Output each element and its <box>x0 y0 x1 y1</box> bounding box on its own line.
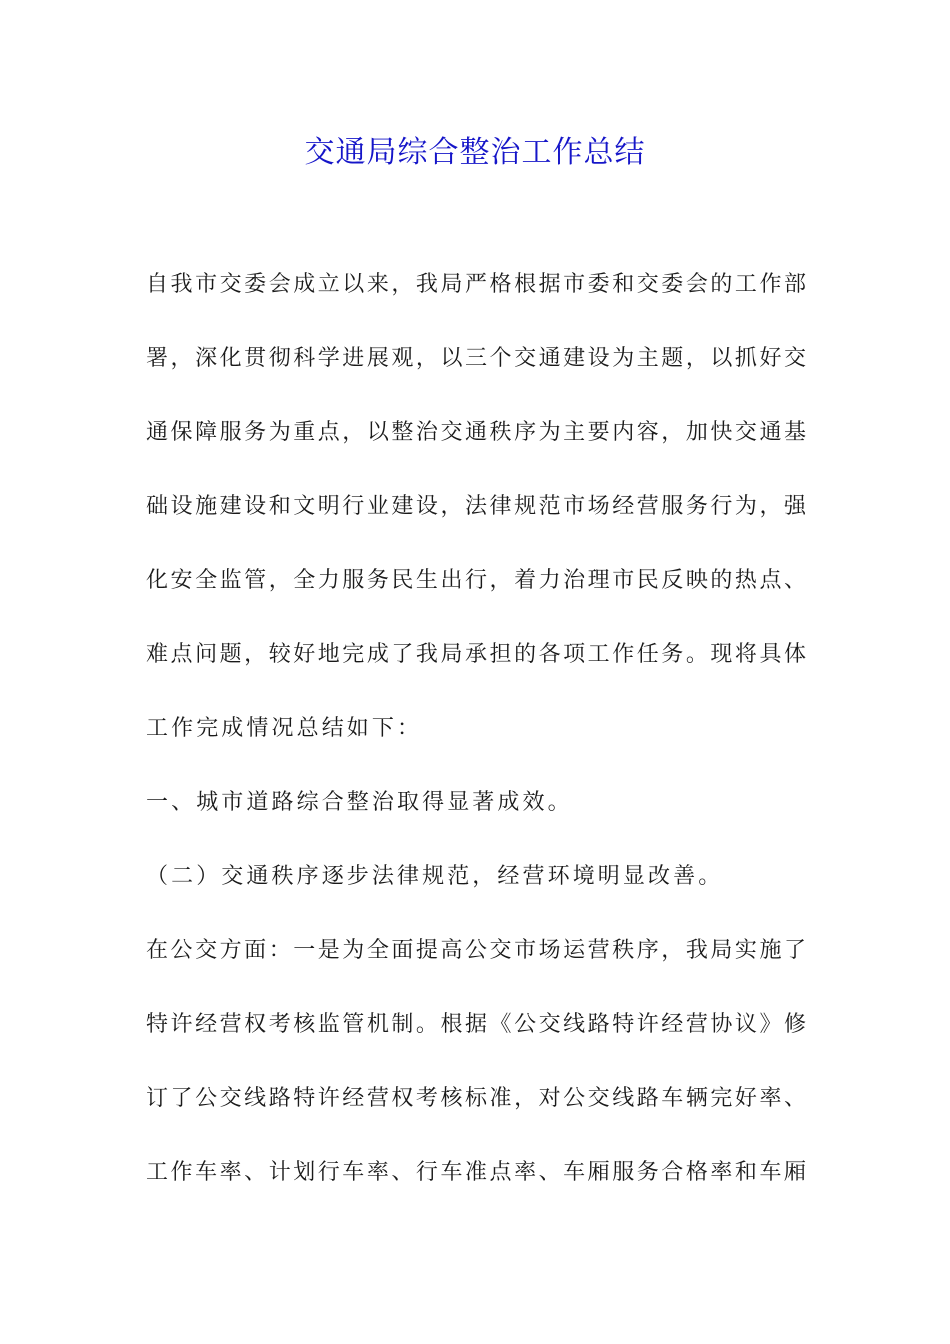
document-title: 交通局综合整治工作总结 <box>304 135 646 170</box>
body-line: 特许经营权考核监管机制。根据《公交线路特许经营协议》修 <box>146 1012 806 1037</box>
subsection-heading: （二）交通秩序逐步法律规范，经营环境明显改善。 <box>146 864 724 889</box>
body-line: 自我市交委会成立以来，我局严格根据市委和交委会的工作部 <box>146 272 806 297</box>
body-line: 工作完成情况总结如下： <box>146 716 423 741</box>
section-heading: 一、城市道路综合整治取得显著成效。 <box>146 790 573 815</box>
body-line: 署，深化贯彻科学进展观，以三个交通建设为主题，以抓好交 <box>146 346 806 371</box>
body-line: 订了公交线路特许经营权考核标准，对公交线路车辆完好率、 <box>146 1086 806 1111</box>
body-line: 在公交方面：一是为全面提高公交市场运营秩序，我局实施了 <box>146 938 806 963</box>
body-line: 工作车率、计划行车率、行车准点率、车厢服务合格率和车厢 <box>146 1160 806 1185</box>
body-line: 化安全监管，全力服务民生出行，着力治理市民反映的热点、 <box>146 568 806 593</box>
body-line: 通保障服务为重点，以整治交通秩序为主要内容，加快交通基 <box>146 420 806 445</box>
body-line: 础设施建设和文明行业建设，法律规范市场经营服务行为，强 <box>146 494 806 519</box>
body-line: 难点问题，较好地完成了我局承担的各项工作任务。现将具体 <box>146 642 806 667</box>
